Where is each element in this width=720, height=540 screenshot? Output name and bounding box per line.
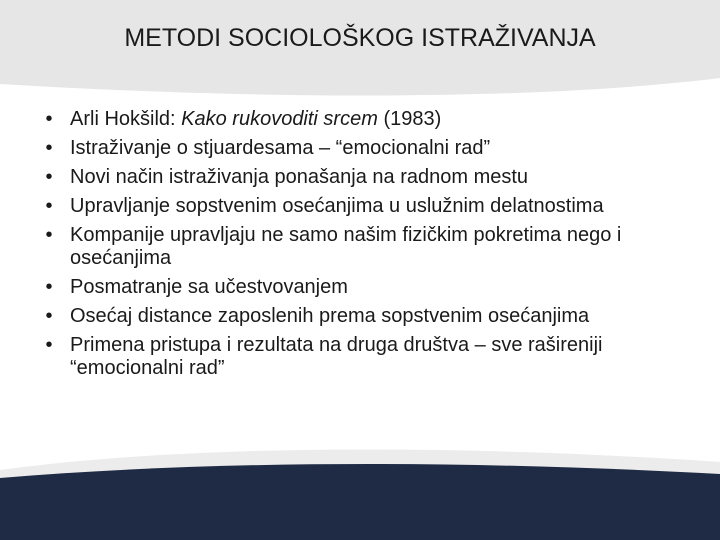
bullet-marker: • [45, 137, 53, 159]
bullet-marker: • [45, 334, 53, 356]
bullet-list [40, 108, 670, 386]
footer-navy-band [0, 464, 720, 540]
bullet-item [40, 224, 670, 270]
bullet-marker: • [45, 195, 53, 217]
bullet-item [40, 195, 670, 218]
bullet-marker: • [45, 305, 53, 327]
bullet-text-pre: Arli Hokšild: [70, 108, 182, 130]
bullet-item [40, 305, 670, 328]
bullet-item [40, 137, 670, 160]
bullet-text: Istraživanje o stjuardesama – “emocionalni rad” [70, 137, 491, 159]
book-title: Kako rukovoditi srcem [181, 108, 378, 130]
bullet-text: Novi način istraživanja ponašanja na radnom mestu [70, 166, 529, 188]
bullet-marker: • [45, 108, 53, 130]
bullet-text: Osećaj distance zaposlenih prema sopstvenim osećanjima [70, 305, 590, 327]
bullet-item [40, 108, 670, 131]
bullet-text: Posmatranje sa učestvovanjem [70, 276, 348, 298]
bullet-text: Kompanije upravljaju ne samo našim fizičkim pokretima nego i osećanjima [70, 224, 622, 269]
bullet-text: Upravljanje sopstvenim osećanjima u uslužnim delatnostima [70, 195, 604, 217]
slide-title: METODI SOCIOLOŠKOG ISTRAŽIVANJA [124, 24, 596, 52]
bullet-text: Primena pristupa i rezultata na druga društva – sve rašireniji “emocionalni rad” [70, 334, 603, 379]
bullet-item [40, 334, 670, 380]
bullet-marker: • [45, 166, 53, 188]
bullet-item [40, 166, 670, 189]
bullet-item [40, 276, 670, 299]
bullet-marker: • [45, 224, 53, 246]
bullet-marker: • [45, 276, 53, 298]
bullet-text-post: (1983) [377, 108, 442, 130]
